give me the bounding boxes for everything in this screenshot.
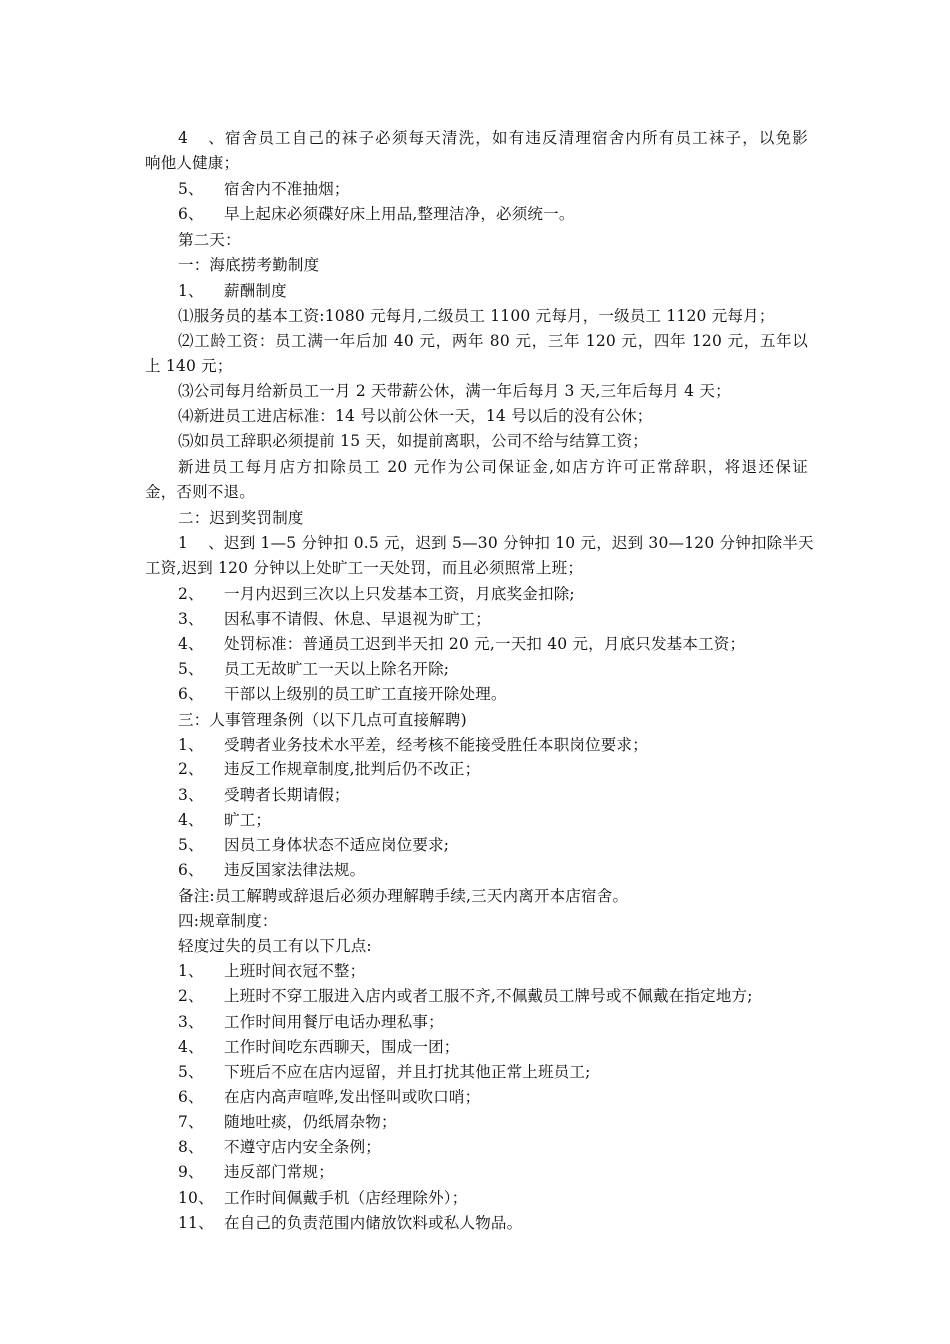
- line-text: 迟到 1—5 分钟扣 0.5 元，迟到 5—30 分钟扣 10 元，迟到 30—120 分钟扣除半天: [224, 534, 814, 552]
- line-text: 轻度过失的员工有以下几点:: [178, 937, 372, 955]
- line-text: 随地吐痰，仍纸屑杂物；: [224, 1113, 397, 1131]
- line-text: ⑴服务员的基本工资:1080 元每月,二级员工 1100 元每月，一级员工 1120 元每月；: [178, 307, 775, 325]
- document-line: [178, 785, 350, 805]
- line-text: ⑵工龄工资：员工满一年后加 40 元，两年 80 元，三年 120 元，四年 120 元，五年以: [178, 332, 808, 350]
- document-line: [178, 860, 365, 880]
- document-line: [145, 153, 239, 173]
- document-line: [178, 204, 575, 224]
- document-line: [178, 533, 814, 553]
- list-number: 6、: [178, 205, 204, 223]
- line-text: 薪酬制度: [224, 282, 287, 300]
- list-number: 2、: [178, 585, 204, 603]
- document-line: [178, 936, 372, 956]
- document-line: [178, 835, 449, 855]
- document-line: [145, 482, 255, 502]
- document-line: [178, 659, 449, 679]
- document-line: [178, 684, 507, 704]
- line-text: ⑷新进员工进店标准：14 号以前公休一天，14 号以后的没有公休；: [178, 407, 653, 425]
- list-number: 10、: [178, 1189, 214, 1207]
- line-text: 不遵守店内安全条例；: [224, 1138, 382, 1156]
- line-text: 违反工作规章制度,批判后仍不改正；: [224, 760, 481, 778]
- document-line: [178, 1137, 381, 1157]
- document-line: [178, 381, 731, 401]
- line-text: 一月内迟到三次以上只发基本工资，月底奖金扣除;: [224, 585, 575, 603]
- list-number: 8、: [178, 1138, 204, 1156]
- document-line: [178, 179, 350, 199]
- line-text: 违反国家法律法规。: [224, 861, 366, 879]
- line-text: 工作时间吃东西聊天，围成一团；: [224, 1038, 460, 1056]
- document-line: [178, 584, 575, 604]
- document-line: [178, 128, 808, 148]
- line-text: 因员工身体状态不适应岗位要求;: [224, 836, 450, 854]
- line-text: 干部以上级别的员工旷工直接开除处理。: [224, 685, 507, 703]
- line-text: 处罚标准：普通员工迟到半天扣 20 元,一天扣 40 元，月底只发基本工资；: [224, 635, 746, 653]
- document-line: [145, 558, 583, 578]
- line-text: 早上起床必须碟好床上用品,整理洁净，必须统一。: [224, 205, 575, 223]
- document-line: [178, 1062, 591, 1082]
- line-text: ⑶公司每月给新员工一月 2 天带薪公休，满一年后每月 3 天,三年后每月 4 天；: [178, 382, 731, 400]
- document-line: [178, 306, 775, 326]
- document-line: [178, 1162, 334, 1182]
- document-line: [145, 356, 233, 376]
- document-line: [178, 457, 808, 477]
- document-line: [178, 759, 480, 779]
- line-text: ⑸如员工辞职必须提前 15 天，如提前离职，公司不给与结算工资；: [178, 432, 648, 450]
- document-line: [178, 1037, 460, 1057]
- line-text: 响他人健康；: [145, 154, 240, 172]
- list-number: 4、: [178, 811, 204, 829]
- document-line: [178, 710, 467, 730]
- document-line: [178, 1012, 444, 1032]
- list-number: 6、: [178, 1088, 204, 1106]
- list-number: 7、: [178, 1113, 204, 1131]
- line-text: 下班后不应在店内逗留，并且打扰其他正常上班员工;: [224, 1063, 591, 1081]
- list-number: 5、: [178, 1063, 204, 1081]
- line-text: 在自己的负责范围内储放饮料或私人物品。: [224, 1214, 523, 1232]
- document-line: [178, 281, 287, 301]
- line-text: 宿舍内不准抽烟；: [224, 180, 350, 198]
- document-line: [178, 810, 271, 830]
- document-line: [178, 961, 365, 981]
- document-line: [178, 431, 648, 451]
- list-number: 6、: [178, 861, 204, 879]
- line-text: 二：迟到奖罚制度: [178, 509, 304, 527]
- line-text: 工作时间佩戴手机（店经理除外）；: [224, 1189, 468, 1207]
- document-line: [178, 331, 808, 351]
- line-text: 一：海底捞考勤制度: [178, 256, 320, 274]
- document-line: [178, 1188, 467, 1208]
- line-text: 上班时间衣冠不整；: [224, 962, 366, 980]
- document-line: [178, 508, 304, 528]
- line-text: 备注:员工解聘或辞退后必须办理解聘手续,三天内离开本店宿舍。: [178, 887, 629, 905]
- list-number: 1、: [178, 282, 204, 300]
- line-text: 旷工；: [224, 811, 272, 829]
- line-text: 三：人事管理条例（以下几点可直接解聘): [178, 711, 467, 729]
- line-text: 新进员工每月店方扣除员工 20 元作为公司保证金,如店方许可正常辞职，将退还保证: [178, 458, 808, 476]
- list-number: 3、: [178, 786, 204, 804]
- line-text: 受聘者业务技术水平差，经考核不能接受胜任本职岗位要求；: [224, 736, 648, 754]
- list-number: 6、: [178, 685, 204, 703]
- document-line: [178, 255, 319, 275]
- line-text: 四:规章制度：: [178, 912, 278, 930]
- line-text: 工作时间用餐厅电话办理私事；: [224, 1013, 444, 1031]
- line-text: 上班时不穿工服进入店内或者工服不齐,不佩戴员工牌号或不佩戴在指定地方;: [224, 987, 753, 1005]
- list-number: 5、: [178, 660, 204, 678]
- list-number: 2、: [178, 987, 204, 1005]
- document-line: [178, 1112, 397, 1132]
- list-number: 11、: [178, 1214, 214, 1232]
- line-text: 工资,迟到 120 分钟以上处旷工一天处罚，而且必须照常上班；: [145, 559, 584, 577]
- line-text: 金，否则不退。: [145, 483, 255, 501]
- document-line: [178, 406, 652, 426]
- list-number: 5、: [178, 836, 204, 854]
- list-number: 5、: [178, 180, 204, 198]
- document-line: [178, 609, 491, 629]
- line-text: 宿舍员工自己的袜子必须每天清洗，如有违反清理宿舍内所有员工袜子，以免影: [224, 129, 808, 147]
- document-line: [178, 886, 628, 906]
- line-text: 上 140 元；: [145, 357, 233, 375]
- list-number: 3、: [178, 1013, 204, 1031]
- list-number: 3、: [178, 610, 204, 628]
- line-text: 第二天：: [178, 231, 241, 249]
- document-line: [178, 911, 278, 931]
- list-number: 4、: [178, 129, 224, 147]
- document-line: [178, 1213, 522, 1233]
- line-text: 违反部门常规；: [224, 1163, 334, 1181]
- document-line: [178, 986, 753, 1006]
- list-number: 1、: [178, 736, 204, 754]
- list-number: 4、: [178, 635, 204, 653]
- list-number: 2、: [178, 760, 204, 778]
- line-text: 员工无故旷工一天以上除名开除;: [224, 660, 450, 678]
- list-number: 1、: [178, 962, 204, 980]
- list-number: 9、: [178, 1163, 204, 1181]
- list-number: 4、: [178, 1038, 204, 1056]
- document-line: [178, 1087, 480, 1107]
- line-text: 在店内高声喧哗,发出怪叫或吹口哨；: [224, 1088, 481, 1106]
- line-text: 因私事不请假、休息、早退视为旷工；: [224, 610, 491, 628]
- document-line: [178, 634, 745, 654]
- line-text: 受聘者长期请假；: [224, 786, 350, 804]
- document-line: [178, 230, 241, 250]
- list-number: 1、: [178, 534, 224, 552]
- document-line: [178, 735, 648, 755]
